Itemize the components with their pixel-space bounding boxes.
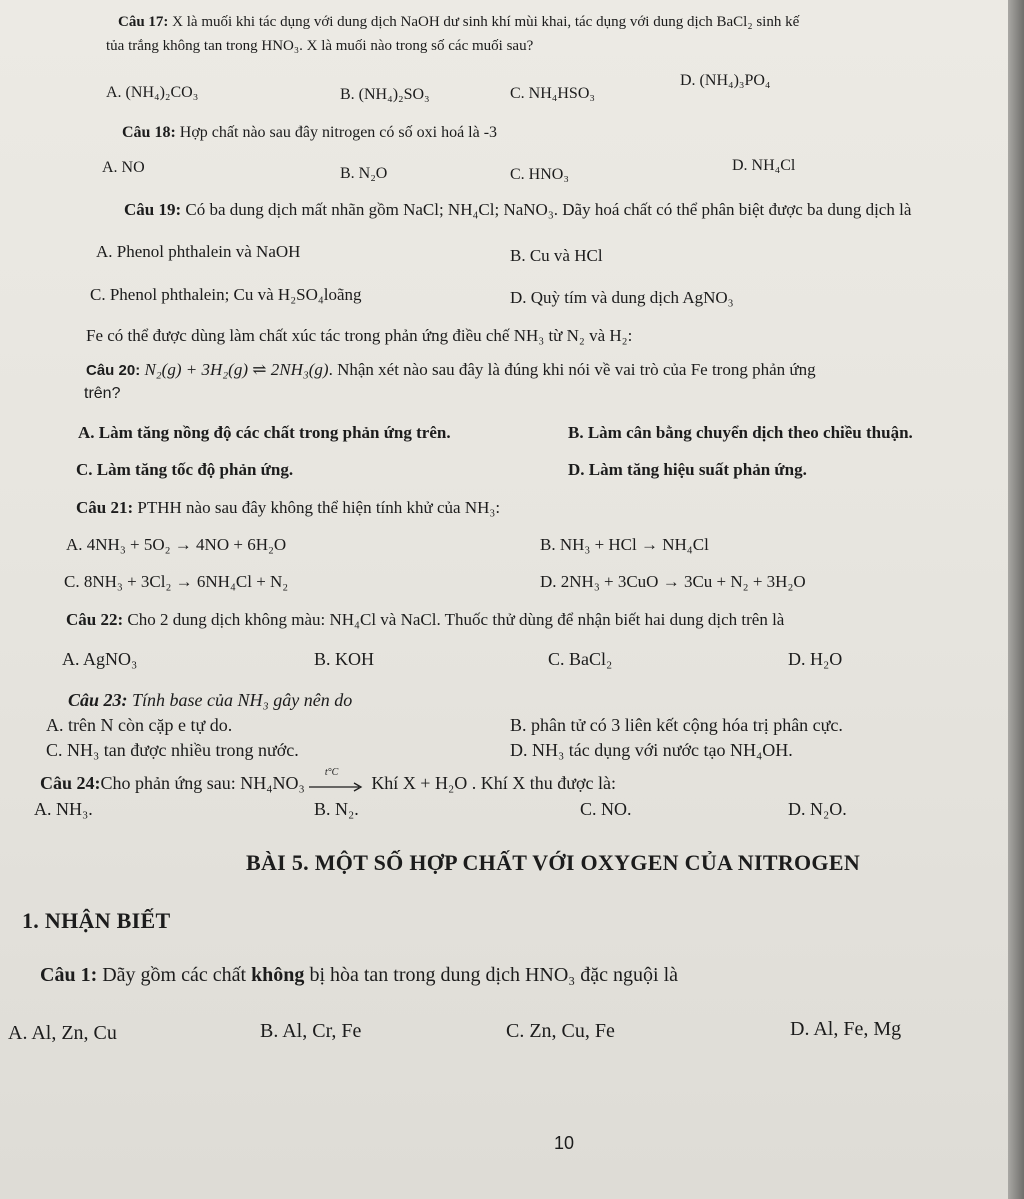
q24-option-b: B. N₂. bbox=[314, 799, 359, 819]
q18-option-d: D. NH₄Cl bbox=[732, 157, 796, 174]
q1-option-d: D. Al, Fe, Mg bbox=[790, 1018, 902, 1040]
q17-line2: tủa trắng không tan trong HNO₃. X là muối nào trong số các muối sau? bbox=[106, 38, 534, 54]
q20-equation: N₂(g) + 3H₂(g) ⇌ 2NH₃(g) bbox=[140, 360, 329, 379]
q17-label: Câu 17: bbox=[118, 14, 169, 30]
q22-question bbox=[66, 610, 784, 630]
q24-text-before: Cho phản ứng sau: NH₄NO₃ bbox=[100, 773, 305, 793]
q1-option-b: B. Al, Cr, Fe bbox=[260, 1020, 362, 1042]
q22-option-c: C. BaCl₂ bbox=[548, 649, 613, 669]
q21-question bbox=[76, 498, 500, 518]
q20-question bbox=[86, 360, 816, 380]
heat-arrow-icon bbox=[307, 766, 365, 794]
page-number: 10 bbox=[554, 1133, 575, 1153]
q23-option-b: B. phân tử có 3 liên kết cộng hóa trị phân cực. bbox=[510, 715, 843, 735]
subsection-title: 1. NHẬN BIẾT bbox=[22, 908, 171, 933]
q18-question bbox=[122, 124, 497, 142]
q21-text: PTHH nào sau đây không thể hiện tính khử của NH₃: bbox=[133, 498, 501, 517]
q1-question bbox=[40, 964, 678, 987]
q17-option-b: B. (NH₄)₂SO₃ bbox=[340, 86, 430, 103]
q1-option-c: C. Zn, Cu, Fe bbox=[506, 1020, 615, 1042]
q21-option-d: D. 2NH₃ + 3CuO → 3Cu + N₂ + 3H₂O bbox=[540, 572, 806, 591]
q20-line2: trên? bbox=[84, 385, 121, 402]
q24-option-d: D. N₂O. bbox=[788, 799, 847, 819]
q23-question bbox=[68, 690, 352, 711]
q24-option-a: A. NH₃. bbox=[34, 799, 93, 819]
q19-option-a: A. Phenol phthalein và NaOH bbox=[96, 242, 301, 261]
q18-option-b: B. N₂O bbox=[340, 165, 388, 182]
q20-label: Câu 20: bbox=[86, 362, 141, 379]
q20-option-a: A. Làm tăng nồng độ các chất trong phản ứng trên. bbox=[78, 423, 451, 442]
q21-option-c: C. 8NH₃ + 3Cl₂ → 6NH₄Cl + N₂ bbox=[64, 572, 289, 591]
q17-option-a: A. (NH₄)₂CO₃ bbox=[106, 84, 199, 101]
q23-option-c: C. NH₃ tan được nhiều trong nước. bbox=[46, 740, 299, 760]
q22-option-a: A. AgNO₃ bbox=[62, 649, 138, 669]
q1-text-b: bị hòa tan trong dung dịch HNO₃ đặc nguội là bbox=[304, 964, 679, 986]
q19-question bbox=[124, 200, 911, 220]
q1-option-a: A. Al, Zn, Cu bbox=[8, 1022, 117, 1044]
q20-option-c: C. Làm tăng tốc độ phản ứng. bbox=[76, 460, 294, 479]
q22-option-b: B. KOH bbox=[314, 649, 375, 669]
q17-text: X là muối khi tác dụng với dung dịch NaOH dư sinh khí mùi khai, tác dụng với dung dịch BaCl₂ sinh kế bbox=[168, 14, 800, 30]
q1-text-a: Dãy gồm các chất bbox=[97, 964, 252, 986]
q24-question bbox=[40, 766, 616, 794]
q20-intro: Fe có thể được dùng làm chất xúc tác trong phản ứng điều chế NH₃ từ N₂ và H₂: bbox=[86, 326, 633, 345]
q21-label: Câu 21: bbox=[76, 498, 134, 517]
q20-option-d: D. Làm tăng hiệu suất phản ứng. bbox=[568, 460, 807, 479]
q18-option-c: C. HNO₃ bbox=[510, 166, 569, 183]
q19-text: Có ba dung dịch mất nhãn gồm NaCl; NH₄Cl; NaNO₃. Dãy hoá chất có thể phân biệt được ba dung dịch là bbox=[181, 200, 912, 219]
q24-option-c: C. NO. bbox=[580, 799, 632, 819]
page-edge-shadow bbox=[1008, 0, 1024, 1199]
q22-option-d: D. H₂O bbox=[788, 649, 843, 669]
q1-label: Câu 1: bbox=[40, 964, 98, 986]
q18-text: Hợp chất nào sau đây nitrogen có số oxi hoá là -3 bbox=[175, 124, 498, 141]
q22-label: Câu 22: bbox=[66, 610, 124, 629]
q17-line1 bbox=[118, 14, 799, 31]
q19-option-b: B. Cu và HCl bbox=[510, 246, 603, 265]
q19-option-d: D. Quỳ tím và dung dịch AgNO₃ bbox=[510, 288, 734, 307]
q23-option-a: A. trên N còn cặp e tự do. bbox=[46, 715, 233, 735]
q18-label: Câu 18: bbox=[122, 124, 176, 141]
section-title: BÀI 5. MỘT SỐ HỢP CHẤT VỚI OXYGEN CỦA NITROGEN bbox=[246, 850, 861, 875]
q24-text-after: Khí X + H₂O . Khí X thu được là: bbox=[366, 773, 616, 793]
q20-option-b: B. Làm cân bằng chuyển dịch theo chiều thuận. bbox=[568, 423, 913, 442]
q23-text: Tính base của NH₃ gây nên do bbox=[127, 690, 353, 710]
q18-option-a: A. NO bbox=[102, 159, 145, 176]
q23-option-d: D. NH₃ tác dụng với nước tạo NH₄OH. bbox=[510, 740, 793, 760]
q20-text: . Nhận xét nào sau đây là đúng khi nói về vai trò của Fe trong phản ứng bbox=[328, 360, 816, 379]
q17-option-d: D. (NH₄)₃PO₄ bbox=[680, 72, 771, 89]
q19-option-c: C. Phenol phthalein; Cu và H₂SO₄loãng bbox=[90, 285, 362, 304]
q24-label: Câu 24: bbox=[40, 773, 101, 793]
q17-option-c: C. NH₄HSO₃ bbox=[510, 85, 595, 102]
q22-text: Cho 2 dung dịch không màu: NH₄Cl và NaCl. Thuốc thử dùng để nhận biết hai dung dịch trên là bbox=[123, 610, 785, 629]
q21-option-a: A. 4NH₃ + 5O₂ → 4NO + 6H₂O bbox=[66, 535, 287, 554]
q21-option-b: B. NH₃ + HCl → NH₄Cl bbox=[540, 535, 709, 554]
q1-text-bold: không bbox=[251, 964, 305, 986]
q24-arrow-label: t°C bbox=[324, 766, 339, 778]
q19-label: Câu 19: bbox=[124, 200, 182, 219]
q23-label: Câu 23: bbox=[68, 690, 128, 710]
